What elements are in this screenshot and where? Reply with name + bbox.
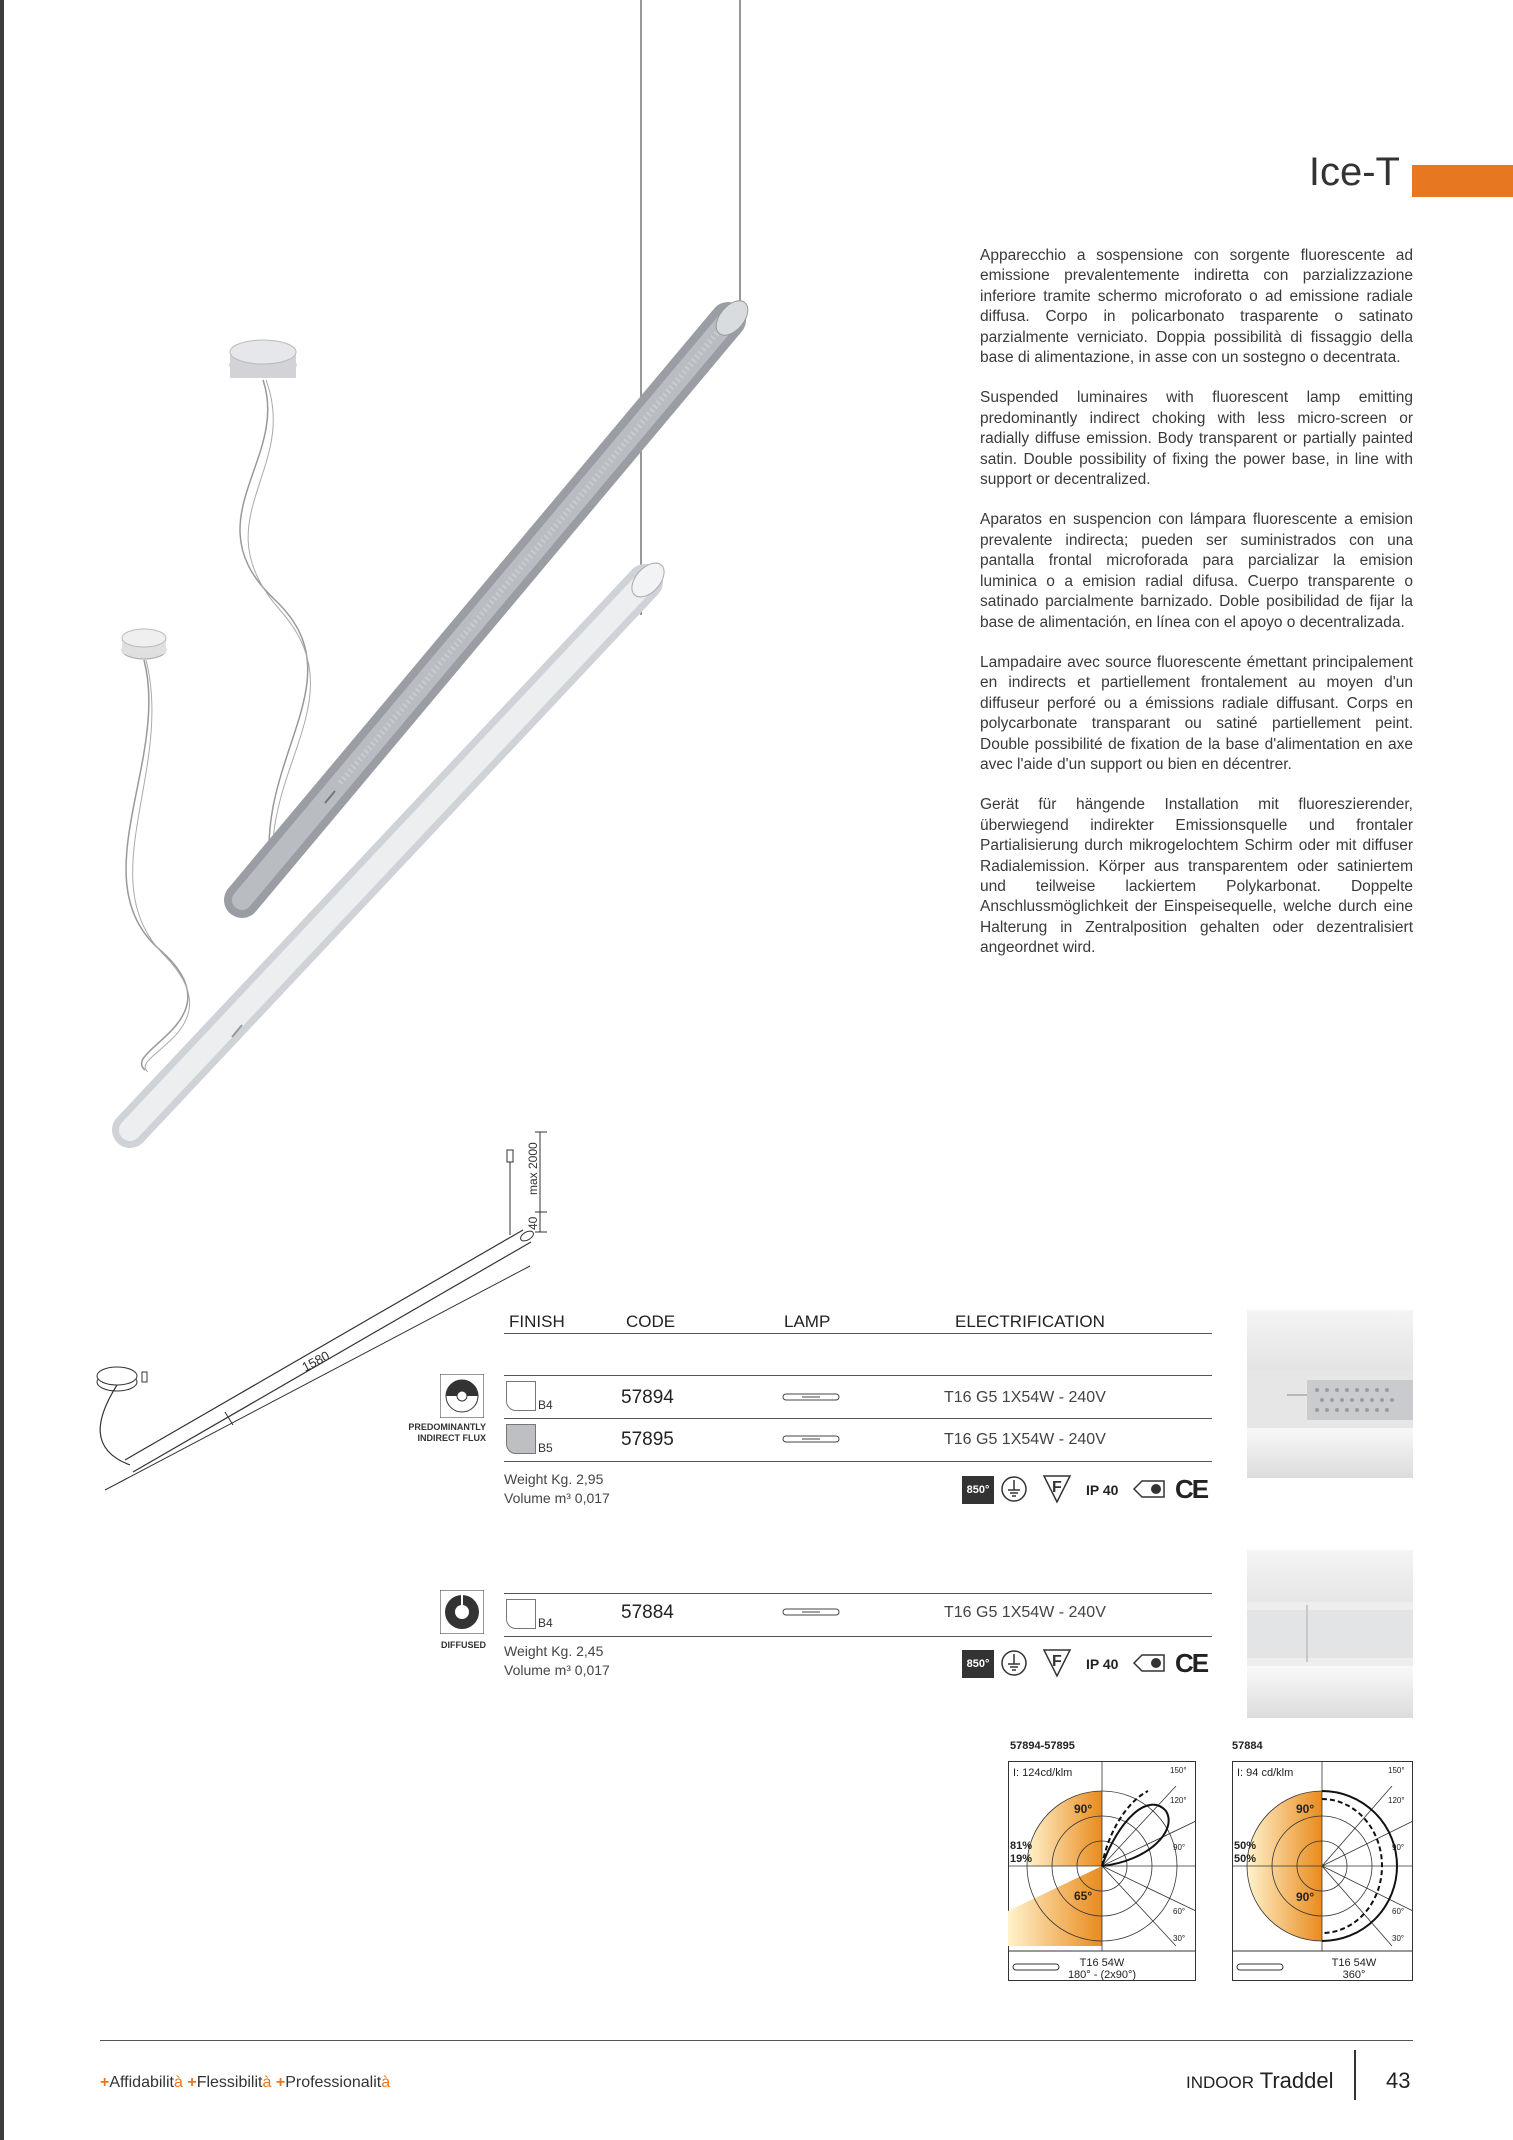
svg-text:150°: 150° bbox=[1170, 1766, 1187, 1775]
svg-text:120°: 120° bbox=[1170, 1796, 1187, 1805]
certifications bbox=[962, 1648, 1212, 1680]
diffused-flux-icon bbox=[440, 1590, 484, 1634]
finish-label: B4 bbox=[538, 1398, 553, 1412]
photometric-diagram-2 bbox=[1232, 1761, 1413, 1981]
lamp-tube-icon bbox=[1013, 1964, 1059, 1970]
technical-drawing bbox=[95, 1120, 565, 1500]
footer-brand bbox=[1186, 2068, 1334, 2094]
intensity-label: I: 124cd/klm bbox=[1013, 1767, 1073, 1779]
beam-angle-bottom: 65° bbox=[1074, 1889, 1093, 1903]
product-description bbox=[980, 246, 1413, 979]
header-electrification: ELECTRIFICATION bbox=[955, 1312, 1105, 1331]
electrification: T16 G5 1X54W - 240V bbox=[944, 1604, 1106, 1621]
header-divider bbox=[504, 1333, 1212, 1334]
finish-swatch-b4 bbox=[506, 1381, 536, 1411]
f-mark-icon bbox=[1042, 1474, 1072, 1504]
dim-max: max 2000 bbox=[526, 1142, 540, 1195]
finish-swatch-b5 bbox=[506, 1424, 536, 1454]
intensity-label: I: 94 cd/klm bbox=[1237, 1767, 1294, 1779]
svg-text:90°: 90° bbox=[1392, 1843, 1405, 1852]
product-code: 57894 bbox=[621, 1387, 674, 1408]
footer-taglines: +Affidabilità +Flessibilità +Professionalità bbox=[100, 2074, 391, 2091]
title-accent-tab bbox=[1412, 165, 1513, 197]
earth-class-icon bbox=[1000, 1648, 1028, 1678]
finish-swatch-b4 bbox=[506, 1599, 536, 1629]
description-de: Gerät für hängende Installation mit fluoreszierender, überwiegend indirekter Emissionsquelle und frontaler Partialisierung durch mikrogelochtem Schirm oder mit diffuser Radialemission. Körper aus transparentem oder satiniertem und teilweise lackiertem Polykarbonat. Doppelte Anschlussmöglichkeit der Einspeisequelle, welche durch eine Halterung in Zentralposition gehalten oder dezentralisiert angeordnet wird. bbox=[980, 796, 1413, 957]
svg-text:120°: 120° bbox=[1388, 1796, 1405, 1805]
product-code: 57895 bbox=[621, 1429, 674, 1450]
glow-wire-850-icon: 850° bbox=[962, 1650, 994, 1678]
svg-text:F: F bbox=[1052, 1653, 1062, 1670]
svg-text:150°: 150° bbox=[1388, 1766, 1405, 1775]
indirect-flux-icon bbox=[440, 1374, 484, 1418]
lamp-tube-icon bbox=[1237, 1964, 1283, 1970]
glow-wire-850-icon: 850° bbox=[962, 1476, 994, 1504]
product-detail-photo-diffused bbox=[1247, 1550, 1413, 1718]
flux-percent-down: 19% bbox=[1010, 1853, 1033, 1865]
description-it: Apparecchio a sospensione con sorgente fluorescente ad emissione prevalentemente indiretta con parzializzazione inferiore tramite schermo microforato o ad emissione radiale diffusa. Corpo in policarbonato trasparente o satinato parzialmente verniciato. Doppia possibilità di fissaggio della base di alimentazione, in asse con un sostegno o decentrata. bbox=[980, 247, 1413, 367]
left-edge-bar bbox=[0, 0, 4, 2140]
chart-spread-label: 360° bbox=[1342, 1969, 1366, 1981]
ip-rating: IP 40 bbox=[1086, 1656, 1119, 1672]
weight-volume: Weight Kg. 2,95 Volume m³ 0,017 bbox=[504, 1471, 610, 1506]
perforated-screen-detail bbox=[1247, 1310, 1413, 1478]
flux-percent-up: 81% bbox=[1010, 1840, 1033, 1852]
ip-rating: IP 40 bbox=[1086, 1482, 1119, 1498]
earth-class-icon bbox=[1000, 1474, 1028, 1504]
chart-lamp-label: T16 54W bbox=[1331, 1957, 1377, 1969]
header-finish: FINISH bbox=[509, 1312, 565, 1331]
row-divider bbox=[504, 1461, 1212, 1462]
diffuser-detail bbox=[1247, 1550, 1413, 1718]
header-lamp: LAMP bbox=[784, 1312, 831, 1331]
dim-length: 1580 bbox=[299, 1347, 332, 1375]
chart-spread-label: 180° - (2x90°) bbox=[1067, 1969, 1137, 1981]
footer-section: INDOOR bbox=[1186, 2073, 1254, 2092]
ce-mark: CE bbox=[1175, 1474, 1208, 1504]
svg-text:60°: 60° bbox=[1392, 1907, 1405, 1916]
table-row bbox=[504, 1421, 1212, 1461]
svg-text:30°: 30° bbox=[1392, 1934, 1405, 1943]
certifications bbox=[962, 1474, 1212, 1506]
lamp-tube-icon bbox=[782, 1607, 840, 1617]
product-code: 57884 bbox=[621, 1602, 674, 1623]
lamp-tube-icon bbox=[782, 1434, 840, 1444]
footer-divider bbox=[100, 2040, 1413, 2041]
electrification: T16 G5 1X54W - 240V bbox=[944, 1389, 1106, 1406]
beam-angle-top: 90° bbox=[1296, 1802, 1315, 1816]
photometry-caption-2: 57884 bbox=[1232, 1740, 1263, 1752]
f-mark-icon bbox=[1042, 1648, 1072, 1678]
svg-text:90°: 90° bbox=[1173, 1843, 1186, 1852]
ce-mark: CE bbox=[1175, 1648, 1208, 1678]
row-divider bbox=[504, 1375, 1212, 1376]
weight-volume: Weight Kg. 2,45 Volume m³ 0,017 bbox=[504, 1643, 610, 1678]
photometric-diagram-1 bbox=[1008, 1761, 1196, 1981]
table-row bbox=[504, 1378, 1212, 1418]
footer-brand-name: Traddel bbox=[1259, 2068, 1334, 2093]
energy-label-icon bbox=[1132, 1652, 1166, 1674]
mode-label-diffused: DIFFUSED bbox=[441, 1640, 486, 1650]
row-divider bbox=[504, 1593, 1212, 1594]
description-fr: Lampadaire avec source fluorescente émettant principalement en indirects et partiellement frontalement au moyen d'un diffuseur perforé ou a émissions radiale diffusant. Corps en polycarbonate transparant ou satiné partiellement peint. Double possibilité de fixation de la base d'alimentation en axe avec l'aide d'un support ou bien en décentrer. bbox=[980, 653, 1413, 773]
svg-text:F: F bbox=[1052, 1479, 1062, 1496]
row-divider bbox=[504, 1418, 1212, 1419]
svg-text:60°: 60° bbox=[1173, 1907, 1186, 1916]
header-code: CODE bbox=[626, 1312, 676, 1331]
footer-separator bbox=[1354, 2050, 1356, 2100]
product-detail-photo-perforated bbox=[1247, 1310, 1413, 1478]
beam-angle-top: 90° bbox=[1074, 1802, 1093, 1816]
photometry-caption-1: 57894-57895 bbox=[1010, 1740, 1075, 1752]
page-number: 43 bbox=[1386, 2068, 1411, 2093]
page-title: Ice-T bbox=[1308, 150, 1400, 194]
row-divider bbox=[504, 1636, 1212, 1637]
finish-label: B5 bbox=[538, 1441, 553, 1455]
lamp-tube-icon bbox=[782, 1392, 840, 1402]
svg-text:30°: 30° bbox=[1173, 1934, 1186, 1943]
finish-label: B4 bbox=[538, 1616, 553, 1630]
mode-label-indirect: PREDOMINANTLY INDIRECT FLUX bbox=[408, 1422, 486, 1443]
flux-percent-up: 50% bbox=[1234, 1840, 1257, 1852]
chart-lamp-label: T16 54W bbox=[1079, 1957, 1125, 1969]
electrification: T16 G5 1X54W - 240V bbox=[944, 1431, 1106, 1448]
description-en: Suspended luminaires with fluorescent lamp emitting predominantly indirect choking with less micro-screen or radially diffuse emission. Body transparent or partially painted satin. Double possibility of fixing the power base, in line with support or decentralized. bbox=[980, 389, 1413, 489]
flux-percent-down: 50% bbox=[1234, 1853, 1257, 1865]
energy-label-icon bbox=[1132, 1478, 1166, 1500]
beam-angle-bottom: 90° bbox=[1296, 1890, 1315, 1904]
description-es: Aparatos en suspencion con lámpara fluorescente a emision prevalente indirecta; pueden ser suministrados con una pantalla frontal microforada para parcializar la emision luminica o a emision radial difusa. Cuerpo transparente o satinado parcialmente barnizado. Doble posibilidad de fijar la base de alimentación, en línea con el apoyo o decentralizada. bbox=[980, 511, 1413, 631]
table-row bbox=[504, 1596, 1212, 1636]
dim-height: 40 bbox=[526, 1216, 540, 1230]
product-hero-image bbox=[100, 0, 800, 1160]
